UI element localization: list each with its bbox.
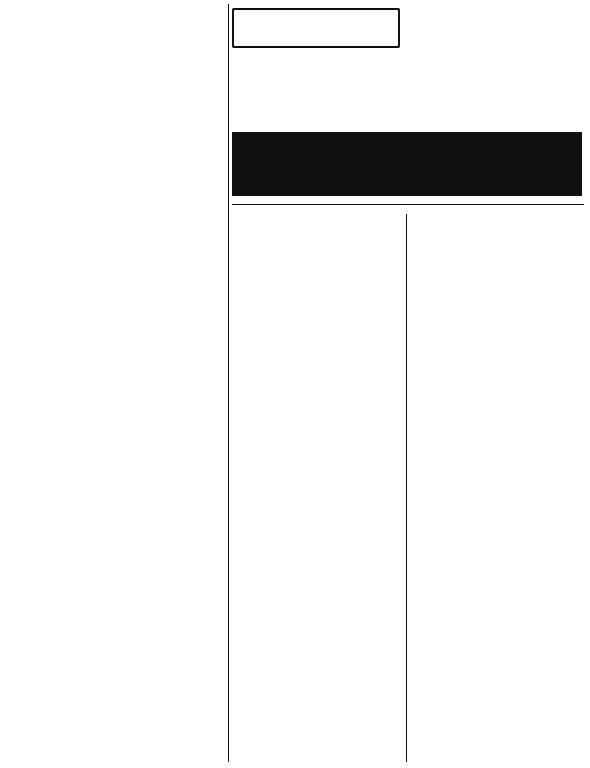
subheadline-bar (232, 132, 582, 196)
header-divider (232, 204, 584, 205)
author-byline (232, 8, 400, 48)
continuation-tag (8, 748, 98, 764)
article-column-3 (8, 4, 224, 744)
article-column-1 (410, 214, 584, 762)
headline (232, 56, 582, 128)
column-divider-1 (406, 214, 407, 762)
column-divider-2 (228, 4, 229, 762)
article-column-2 (236, 214, 404, 762)
